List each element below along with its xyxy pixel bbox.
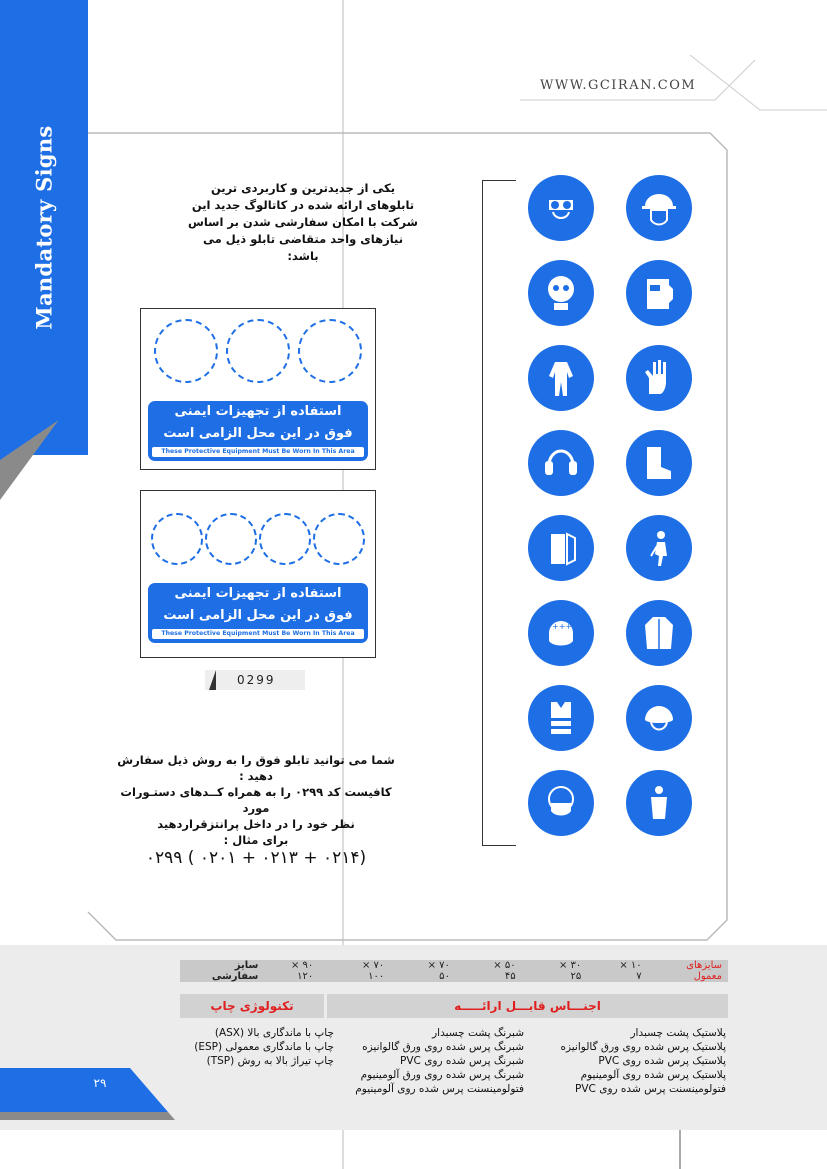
placeholder-circle <box>205 513 257 565</box>
website-url: WWW.GCIRAN.COM <box>540 78 697 93</box>
sizes-label: سایزهای معمول <box>686 960 722 982</box>
sign-english: These Protective Equipment Must Be Worn In This Area <box>152 447 364 457</box>
placeholder-circle <box>226 319 290 383</box>
welding-mask-icon <box>626 260 692 326</box>
list-item: پلاستیک پرس شده روی ورق گالوانیزه <box>560 1041 726 1053</box>
svg-text:+++: +++ <box>552 622 573 631</box>
order-instructions <box>106 752 406 866</box>
sign-line-1: استفاده از تجهیزات ایمنی <box>174 404 342 419</box>
page-number-band <box>0 1060 200 1130</box>
face-mask-icon <box>528 770 594 836</box>
list-item: پلاستیک پشت چسبدار <box>630 1027 726 1039</box>
size-value: ۹۰ × ۱۲۰ <box>290 960 314 982</box>
face-shield-icon <box>528 515 594 581</box>
size-value: ۷۰ × ۵۰ <box>427 960 450 982</box>
coverall-icon <box>528 345 594 411</box>
section-title-text: Mandatory Signs <box>31 125 57 330</box>
list-item: چاپ با ماندگاری بالا (ASX) <box>214 1027 334 1039</box>
sign-line-2: فوق در این محل الزامی است <box>163 426 353 441</box>
hair-net-icon <box>528 600 594 666</box>
hard-hat-icon <box>626 175 692 241</box>
size-value: ۷۰ × ۱۰۰ <box>361 960 385 982</box>
sign-sample-three <box>140 308 376 470</box>
placeholder-circle <box>151 513 203 565</box>
list-item: فتولومینسنت پرس شده روی PVC <box>575 1083 726 1095</box>
list-item: چاپ با ماندگاری معمولی (ESP) <box>194 1041 334 1053</box>
order-line: کافیست کد ۰۲۹۹ را به همراه کــدهای دستـورات مورد <box>120 785 392 815</box>
placeholder-circle <box>313 513 365 565</box>
safety-boots-icon <box>626 430 692 496</box>
icon-bracket <box>482 180 516 846</box>
tech-header: تکنولوژی چاپ <box>180 994 324 1018</box>
sign-sample-four <box>140 490 376 658</box>
list-item: پلاستیک پرس شده روی آلومینیوم <box>580 1069 726 1081</box>
size-value: ۵۰ × ۴۵ <box>493 960 516 982</box>
gas-mask-icon <box>528 260 594 326</box>
materials-header: اجنـــاس قابـــل ارائـــــه <box>327 994 728 1018</box>
safety-harness-icon <box>626 515 692 581</box>
apron-icon <box>626 770 692 836</box>
list-item: شبرنگ پرس شده روی PVC <box>400 1055 524 1067</box>
page-number: ۲۹ <box>93 1076 107 1090</box>
list-item: پلاستیک پرس شده روی PVC <box>598 1055 726 1067</box>
custom-size-label: سایز سفارشی <box>211 960 259 982</box>
placeholder-circle <box>259 513 311 565</box>
placeholder-circle <box>298 319 362 383</box>
list-item: شبرنگ پرس شده روی ورق گالوانیزه <box>362 1041 524 1053</box>
materials-list-plastic <box>540 1026 726 1096</box>
safety-goggles-icon <box>528 175 594 241</box>
order-line: شما می توانید تابلو فوق را به روش ذیل سفارش دهید : <box>117 753 395 783</box>
list-item: شبرنگ پشت چسبدار <box>432 1027 524 1039</box>
sizes-row <box>180 960 728 982</box>
materials-list-reflective <box>338 1026 524 1096</box>
hairnet-cap-icon <box>626 685 692 751</box>
size-value: ۳۰ × ۲۵ <box>558 960 582 982</box>
list-item: فتولومینسنت پرس شده روی آلومینیوم <box>355 1083 524 1095</box>
safety-vest-icon <box>528 685 594 751</box>
sign-line-2: فوق در این محل الزامی است <box>163 608 353 623</box>
size-value: ۱۰ × ۷ <box>619 960 642 982</box>
sign-english: These Protective Equipment Must Be Worn In This Area <box>152 629 364 639</box>
order-example: ۰۲۹۹ ( ۰۲۰۱ + ۰۲۱۳ + ۰۲۱۴) <box>145 848 367 868</box>
intro-paragraph: یکی از جدیدترین و کاربردی ترین تابلوهای ارائه شده در کاتالوگ جدید این شرکت با امکان سفارشی شدن بر اساس نیازهای واحد متقاضی تابلو ذیل می باشد: <box>187 181 418 263</box>
sign-line-1: استفاده از تجهیزات ایمنی <box>174 586 342 601</box>
order-line: نظر خود را در داخل پرانتزقراردهید <box>157 817 355 831</box>
list-item: چاپ تیراژ بالا به روش (TSP) <box>206 1055 334 1067</box>
gloves-icon <box>626 345 692 411</box>
ear-protection-icon <box>528 430 594 496</box>
lab-coat-icon <box>626 600 692 666</box>
list-item: شبرنگ پرس شده روی ورق آلومینیوم <box>360 1069 524 1081</box>
icon-grid <box>528 175 718 836</box>
product-code: 0299 <box>205 670 305 690</box>
order-line: برای مثال : <box>223 833 289 847</box>
placeholder-circle <box>154 319 218 383</box>
